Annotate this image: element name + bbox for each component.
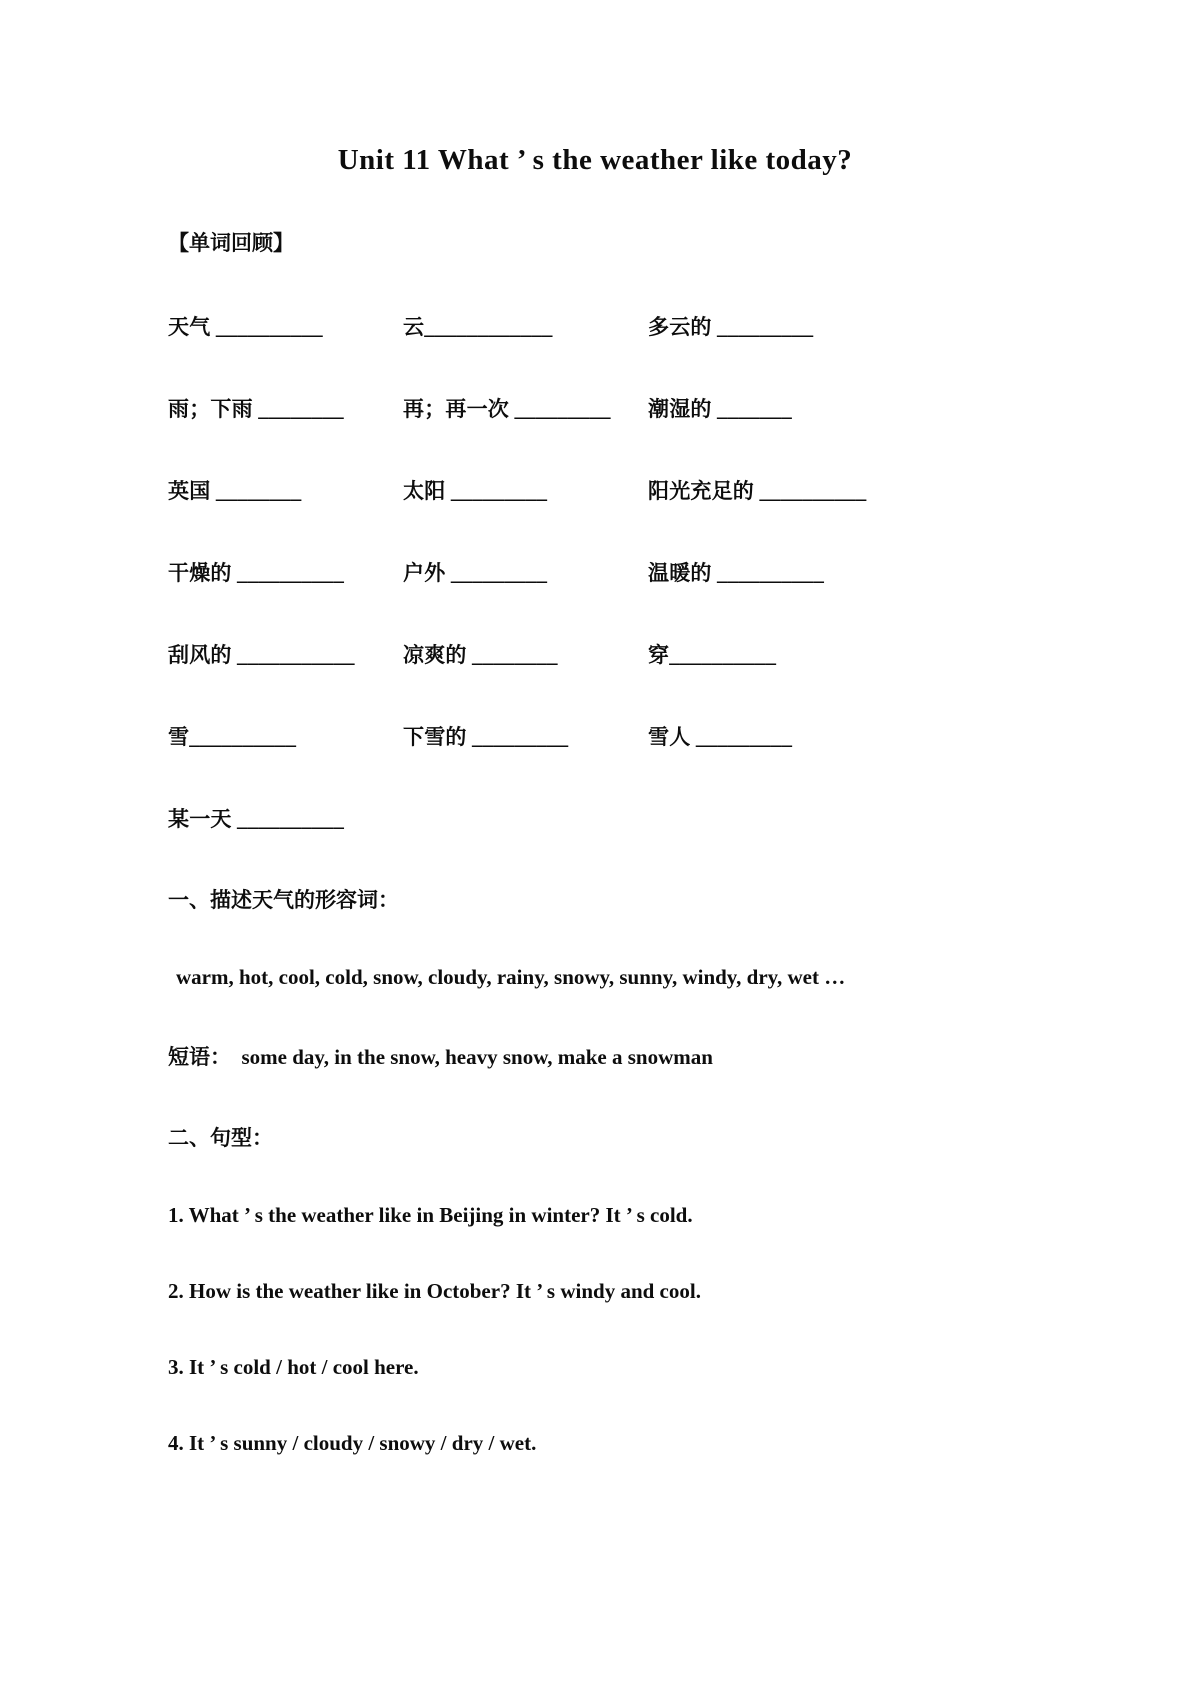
vocab-cell-england: 英国 ________ [168, 479, 302, 503]
vocab-cell-wet: 潮湿的 _______ [648, 397, 792, 421]
vocab-cell-again: 再；再一次 _________ [403, 397, 611, 421]
vocab-cell-cloud: 云____________ [403, 315, 553, 339]
vocab-cell-empty-2 [648, 803, 1050, 833]
vocab-cell-dry: 干燥的 __________ [168, 561, 345, 585]
vocab-cell-rain: 雨；下雨 ________ [168, 397, 344, 421]
vocab-cell-cool: 凉爽的 ________ [403, 643, 558, 667]
patterns-heading: 二、句型： [168, 1126, 273, 1150]
vocab-cell-empty-1 [403, 803, 648, 833]
vocab-grid [168, 311, 1050, 833]
sentence-2: 2. How is the weather like in October? It ’ s windy and cool. [168, 1279, 701, 1303]
vocab-cell-weather: 天气 __________ [168, 315, 323, 339]
vocab-section-header: 【单词回顾】 [168, 231, 294, 255]
vocab-cell-wear: 穿__________ [648, 643, 777, 667]
adjectives-list: warm, hot, cool, cold, snow, cloudy, rainy, snowy, sunny, windy, dry, wet … [176, 965, 846, 989]
vocab-cell-someday: 某一天 __________ [168, 807, 345, 831]
phrases-line: 短语： some day, in the snow, heavy snow, make a snowman [168, 1045, 713, 1069]
vocab-cell-snowy: 下雪的 _________ [403, 725, 569, 749]
doc-content [168, 227, 1050, 1456]
adjectives-heading: 一、描述天气的形容词： [168, 888, 399, 912]
vocab-cell-snow: 雪__________ [168, 725, 297, 749]
vocab-cell-outside: 户外 _________ [403, 561, 548, 585]
sentence-1: 1. What ’ s the weather like in Beijing in winter? It ’ s cold. [168, 1203, 693, 1227]
vocab-cell-windy: 刮风的 ___________ [168, 643, 355, 667]
vocab-cell-sunny: 阳光充足的 __________ [648, 479, 867, 503]
vocab-cell-snowman: 雪人 _________ [648, 725, 793, 749]
vocab-cell-warm: 温暖的 __________ [648, 561, 825, 585]
sentence-4: 4. It ’ s sunny / cloudy / snowy / dry / wet. [168, 1431, 537, 1455]
vocab-cell-cloudy: 多云的 _________ [648, 315, 814, 339]
sentence-3: 3. It ’ s cold / hot / cool here. [168, 1355, 419, 1379]
doc-title: Unit 11 What ’ s the weather like today? [337, 144, 853, 176]
vocab-cell-sun: 太阳 _________ [403, 479, 548, 503]
